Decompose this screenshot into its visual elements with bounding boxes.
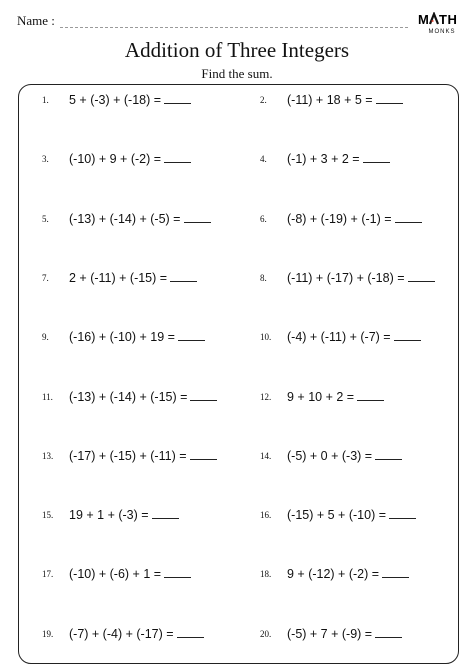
answer-blank[interactable] bbox=[184, 211, 211, 223]
answer-blank[interactable] bbox=[178, 329, 205, 341]
problem-expression-line bbox=[69, 270, 197, 285]
name-label: Name : bbox=[17, 13, 55, 28]
problem-number: 11. bbox=[42, 391, 53, 402]
problem-expression-line bbox=[287, 329, 421, 344]
problem-expression: (-4) + (-11) + (-7) = bbox=[287, 330, 391, 345]
problem-expression-line bbox=[69, 626, 204, 641]
problem-expression-line bbox=[287, 92, 403, 107]
problem-number: 3. bbox=[42, 154, 49, 165]
problem-expression: 5 + (-3) + (-18) = bbox=[69, 93, 162, 107]
problem-number: 4. bbox=[260, 154, 267, 165]
problem-expression: (-13) + (-14) + (-15) = bbox=[69, 389, 188, 404]
answer-blank[interactable] bbox=[375, 448, 402, 460]
problem-number: 5. bbox=[42, 213, 49, 224]
problem-number: 14. bbox=[260, 450, 272, 461]
math-monks-logo bbox=[417, 12, 467, 40]
problem-expression: (-8) + (-19) + (-1) = bbox=[287, 211, 392, 226]
page-title: Addition of Three Integers bbox=[124, 38, 350, 62]
problem-number: 10. bbox=[260, 332, 272, 343]
problem-expression-line bbox=[287, 270, 435, 285]
answer-blank[interactable] bbox=[164, 151, 191, 163]
problem-expression-line bbox=[69, 507, 179, 522]
problem-expression: (-5) + 0 + (-3) = bbox=[287, 448, 373, 463]
problem-number: 13. bbox=[42, 450, 54, 461]
problem-number: 19. bbox=[42, 628, 54, 639]
answer-blank[interactable] bbox=[152, 507, 179, 519]
problem-number: 12. bbox=[260, 391, 272, 402]
problem-expression: 9 + 10 + 2 = bbox=[287, 389, 355, 404]
problem-expression-line bbox=[69, 389, 217, 404]
problem-expression-line bbox=[287, 626, 402, 641]
problem-expression-line bbox=[69, 211, 211, 226]
problem-expression-line bbox=[69, 566, 191, 581]
logo-wordmark-svg bbox=[418, 12, 466, 26]
answer-blank[interactable] bbox=[382, 566, 409, 578]
problem-number: 6. bbox=[260, 213, 267, 224]
logo-subtext: MONKS bbox=[428, 29, 456, 35]
problem-expression-line bbox=[287, 448, 402, 463]
answer-blank[interactable] bbox=[395, 211, 422, 223]
problem-expression-line bbox=[287, 566, 409, 581]
problem-number: 9. bbox=[42, 332, 49, 343]
problem-expression-line bbox=[69, 329, 205, 344]
answer-blank[interactable] bbox=[164, 92, 191, 104]
problem-expression: (-15) + 5 + (-10) = bbox=[287, 508, 386, 523]
problem-number: 20. bbox=[260, 628, 272, 639]
svg-text:TH: TH bbox=[439, 12, 458, 26]
problem-expression: (-7) + (-4) + (-17) = bbox=[69, 626, 174, 641]
answer-blank[interactable] bbox=[375, 626, 402, 638]
problem-expression: (-10) + 9 + (-2) = bbox=[69, 152, 162, 167]
problem-expression-line bbox=[69, 448, 217, 463]
problem-expression: (-1) + 3 + 2 = bbox=[287, 152, 360, 167]
answer-blank[interactable] bbox=[170, 270, 197, 282]
answer-blank[interactable] bbox=[164, 566, 191, 578]
answer-blank[interactable] bbox=[190, 448, 217, 460]
problem-number: 17. bbox=[42, 569, 54, 580]
problem-expression: 9 + (-12) + (-2) = bbox=[287, 567, 380, 582]
problem-number: 18. bbox=[260, 569, 272, 580]
answer-blank[interactable] bbox=[408, 270, 435, 282]
problem-expression: (-17) + (-15) + (-11) = bbox=[69, 448, 187, 463]
problem-expression: (-13) + (-14) + (-5) = bbox=[69, 211, 181, 226]
svg-text:M: M bbox=[418, 12, 430, 26]
problem-number: 15. bbox=[42, 510, 54, 521]
logo-wordmark bbox=[417, 12, 467, 28]
problem-number: 16. bbox=[260, 510, 272, 521]
answer-blank[interactable] bbox=[376, 92, 403, 104]
problem-expression: (-5) + 7 + (-9) = bbox=[287, 626, 373, 641]
answer-blank[interactable] bbox=[190, 389, 217, 401]
answer-blank[interactable] bbox=[394, 329, 421, 341]
answer-blank[interactable] bbox=[177, 626, 204, 638]
problem-expression: (-10) + (-6) + 1 = bbox=[69, 567, 162, 582]
problem-expression-line bbox=[287, 389, 384, 404]
problem-expression: (-16) + (-10) + 19 = bbox=[69, 330, 175, 345]
problem-number: 8. bbox=[260, 272, 267, 283]
problem-number: 7. bbox=[42, 272, 49, 283]
problem-number: 1. bbox=[42, 95, 49, 105]
answer-blank[interactable] bbox=[389, 507, 416, 519]
logo-a-triangle bbox=[430, 14, 438, 24]
problem-number: 2. bbox=[260, 95, 267, 105]
problem-expression: (-11) + 18 + 5 = bbox=[287, 93, 373, 107]
problem-expression-line bbox=[287, 211, 422, 226]
page-subtitle: Find the sum. bbox=[201, 66, 273, 81]
problem-expression-line bbox=[287, 151, 390, 166]
problem-expression: (-11) + (-17) + (-18) = bbox=[287, 270, 405, 285]
name-field-line[interactable] bbox=[60, 27, 408, 28]
answer-blank[interactable] bbox=[363, 151, 390, 163]
problem-expression: 2 + (-11) + (-15) = bbox=[69, 270, 168, 285]
problem-expression-line bbox=[69, 92, 191, 107]
problem-expression-line bbox=[69, 151, 191, 166]
answer-blank[interactable] bbox=[357, 389, 384, 401]
problem-expression-line bbox=[287, 507, 416, 522]
problem-expression: 19 + 1 + (-3) = bbox=[69, 508, 149, 523]
